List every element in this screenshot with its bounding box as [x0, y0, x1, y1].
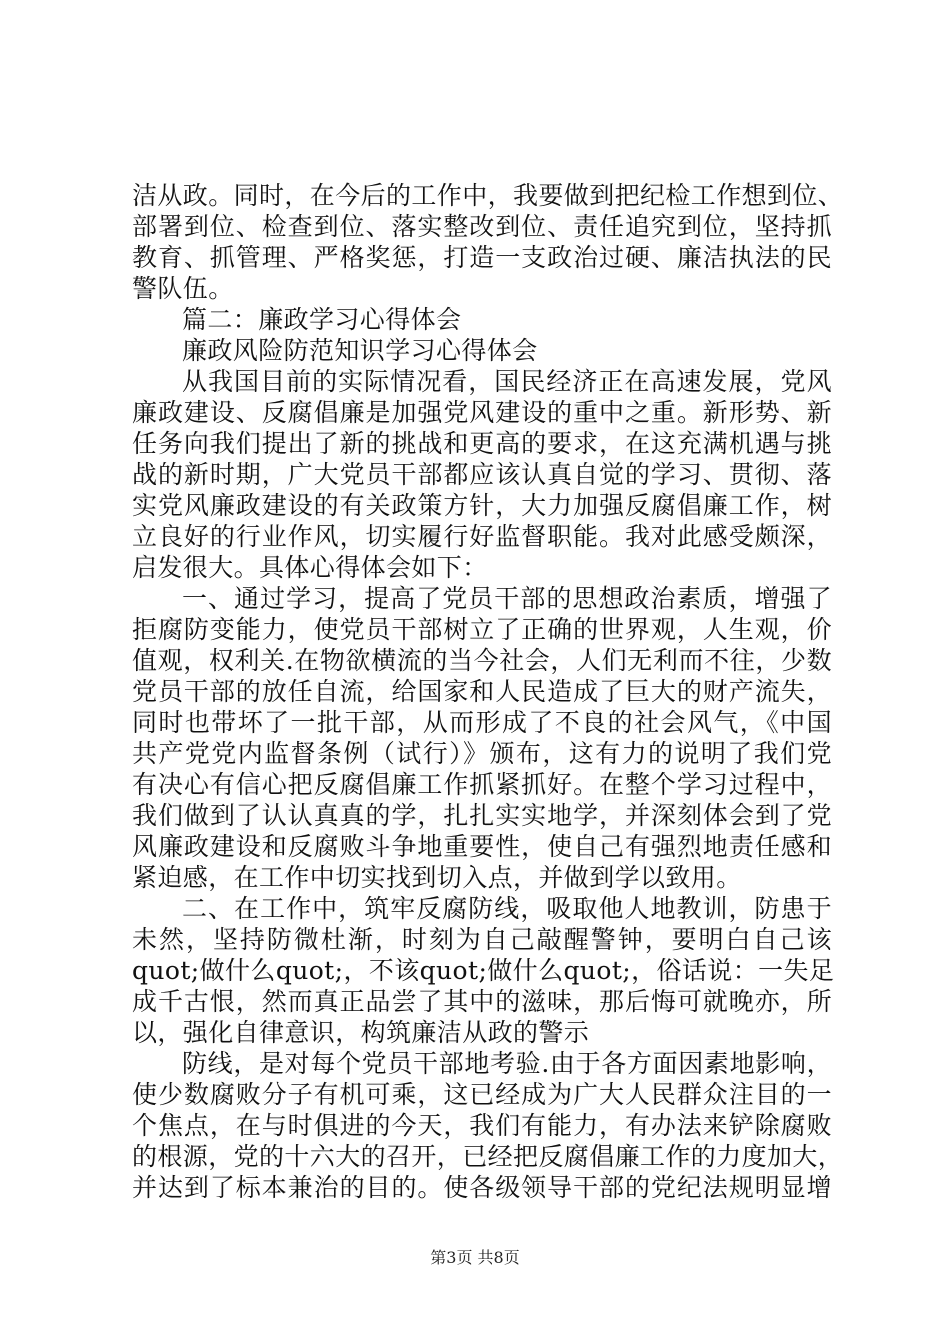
text-line: 并达到了标本兼治的目的。使各级领导干部的党纪法规明显增	[132, 1173, 832, 1202]
text-line: 战的新时期，广大党员干部都应该认真自觉的学习、贯彻、落	[132, 460, 832, 489]
text-line: 部署到位、检查到位、落实整改到位、责任追究到位，坚持抓	[132, 212, 832, 241]
text-line: quot;做什么quot;，不该quot;做什么quot;，俗话说：一失足	[132, 956, 835, 985]
text-line: 党员干部的放任自流，给国家和人民造成了巨大的财产流失，	[132, 677, 832, 706]
text-line: 值观，权利关.在物欲横流的当今社会，人们无利而不往，少数	[132, 646, 832, 675]
text-line: 立良好的行业作风，切实履行好监督职能。我对此感受颇深，	[132, 522, 832, 551]
text-line: 廉政风险防范知识学习心得体会	[182, 336, 538, 365]
text-line: 同时也带坏了一批干部，从而形成了不良的社会风气，《中国	[132, 708, 832, 737]
text-line: 有决心有信心把反腐倡廉工作抓紧抓好。在整个学习过程中，	[132, 770, 832, 799]
text-line: 我们做到了认认真真的学，扎扎实实地学，并深刻体会到了党	[132, 801, 832, 830]
text-line: 以，强化自律意识，构筑廉洁从政的警示	[132, 1018, 590, 1047]
text-line: 拒腐防变能力，使党员干部树立了正确的世界观，人生观，价	[132, 615, 832, 644]
text-line: 二、在工作中，筑牢反腐防线，吸取他人地教训，防患于	[182, 894, 832, 923]
text-line: 篇二：廉政学习心得体会	[182, 305, 462, 334]
text-line: 任务向我们提出了新的挑战和更高的要求，在这充满机遇与挑	[132, 429, 832, 458]
text-line: 的根源，党的十六大的召开，已经把反腐倡廉工作的力度加大，	[132, 1142, 844, 1171]
text-line: 风廉政建设和反腐败斗争地重要性，使自己有强烈地责任感和	[132, 832, 832, 861]
text-line: 成千古恨，然而真正品尝了其中的滋味，那后悔可就晚亦，所	[132, 987, 832, 1016]
text-line: 实党风廉政建设的有关政策方针，大力加强反腐倡廉工作，树	[132, 491, 832, 520]
text-line: 教育、抓管理、严格奖惩，打造一支政治过硬、廉洁执法的民	[132, 243, 832, 272]
text-line: 共产党党内监督条例（试行）》颁布，这有力的说明了我们党	[132, 739, 832, 768]
text-line: 未然，坚持防微杜渐，时刻为自己敲醒警钟，要明白自己该	[132, 925, 832, 954]
text-line: 防线，是对每个党员干部地考验.由于各方面因素地影响，	[182, 1049, 832, 1078]
text-line: 廉政建设、反腐倡廉是加强党风建设的重中之重。新形势、新	[132, 398, 832, 427]
text-line: 使少数腐败分子有机可乘，这已经成为广大人民群众注目的一	[132, 1080, 832, 1109]
text-line: 启发很大。具体心得体会如下：	[132, 553, 488, 582]
text-line: 洁从政。同时，在今后的工作中，我要做到把纪检工作想到位、	[132, 181, 844, 210]
text-line: 警队伍。	[132, 274, 234, 303]
document-body	[132, 180, 844, 1203]
text-line: 紧迫感，在工作中切实找到切入点，并做到学以致用。	[132, 863, 742, 892]
text-line: 个焦点，在与时俱进的今天，我们有能力，有办法来铲除腐败	[132, 1111, 832, 1140]
text-line: 从我国目前的实际情况看，国民经济正在高速发展，党风	[182, 367, 832, 396]
text-line: 一、通过学习，提高了党员干部的思想政治素质，增强了	[182, 584, 832, 613]
page-footer: 第3页 共8页	[430, 1248, 520, 1267]
